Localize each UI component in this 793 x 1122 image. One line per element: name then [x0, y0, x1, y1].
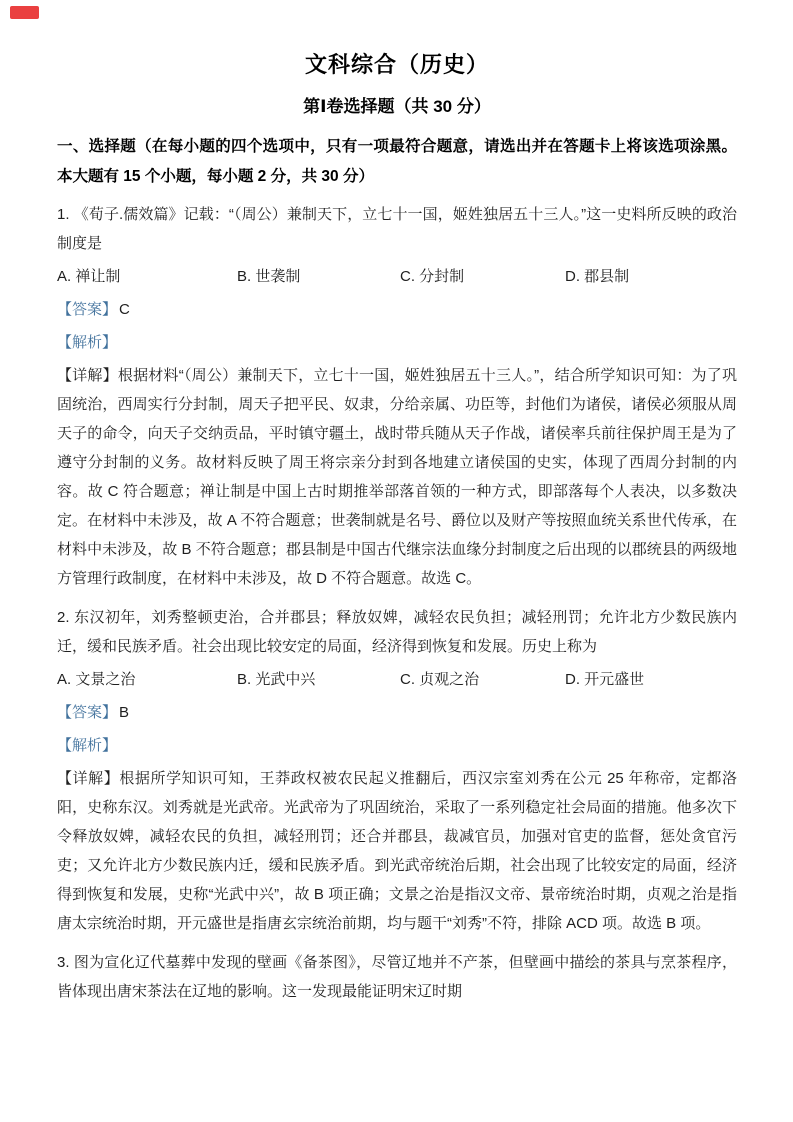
question-stem: 1. 《荀子.儒效篇》记载：“（周公）兼制天下，立七十一国，姬姓独居五十三人。”这一史料所反映的政治制度是 — [57, 206, 737, 252]
question-detail: 【详解】根据所学知识可知，王莽政权被农民起义推翻后，西汉宗室刘秀在公元 25 年称帝，定都洛阳，史称东汉。刘秀就是光武帝。光武帝为了巩固统治，采取了一系列稳定社会局面的措施。他多次下令释放奴婢，减轻农民的负担，减轻刑罚；还合并郡县，裁减官员，加强对官吏的监督，惩处贪官污吏；又允许北方少数民族内迁，缓和民族矛盾。到光武帝统治后期，社会出现了比较安定的局面，经济得到恢复和发展，史称“光武中兴”，故 B 项正确；文景之治是指汉文帝、景帝统治时期，贞观之治是指唐太宗统治时期，开元盛世是指唐玄宗统治前期，均与题干“刘秀”不符，排除 ACD 项。故选 B 项。 — [57, 770, 737, 932]
question-block-3 — [57, 948, 737, 1006]
option-b: B. 光武中兴 — [237, 671, 316, 688]
answer-value: B — [119, 704, 130, 721]
analysis-label: 【解析】 — [57, 737, 118, 754]
option-c: C. 贞观之治 — [400, 671, 480, 688]
section-subtitle: 第Ⅰ卷选择题（共 30 分） — [303, 97, 491, 116]
options-row — [57, 262, 737, 291]
option-d: D. 开元盛世 — [565, 671, 645, 688]
analysis-label: 【解析】 — [57, 334, 118, 351]
option-a: A. 禅让制 — [57, 268, 121, 285]
question-block-2 — [57, 603, 737, 938]
question-stem: 2. 东汉初年，刘秀整顿吏治，合并郡县；释放奴婢，减轻农民负担；减轻刑罚；允许北方少数民族内迁，缓和民族矛盾。社会出现比较安定的局面，经济得到恢复和发展。历史上称为 — [57, 609, 737, 655]
answer-line — [57, 295, 737, 324]
option-a: A. 文景之治 — [57, 671, 136, 688]
option-b: B. 世袭制 — [237, 268, 301, 285]
page-title: 文科综合（历史） — [304, 52, 489, 77]
question-stem: 3. 图为宣化辽代墓葬中发现的壁画《备茶图》，尽管辽地并不产茶，但壁画中描绘的茶具与烹茶程序，皆体现出唐宋茶法在辽地的影响。这一发现最能证明宋辽时期 — [57, 954, 737, 1000]
option-d: D. 郡县制 — [565, 268, 630, 285]
answer-line — [57, 698, 737, 727]
answer-value: C — [119, 301, 130, 318]
analysis-line — [57, 731, 737, 760]
red-stamp-mark — [10, 6, 39, 19]
section-instruction: 一、选择题（在每小题的四个选项中，只有一项最符合题意，请选出并在答题卡上将该选项涂黑。本大题有 15 个小题，每小题 2 分，共 30 分） — [57, 138, 737, 185]
answer-label: 【答案】 — [57, 301, 118, 318]
question-detail: 【详解】根据材料“（周公）兼制天下，立七十一国，姬姓独居五十三人。”，结合所学知识可知：为了巩固统治，西周实行分封制，周天子把平民、奴隶，分给亲属、功臣等，封他们为诸侯，诸侯必须服从周天子的命令，向天子交纳贡品，平时镇守疆土，战时带兵随从天子作战，诸侯率兵前往保护周王是为了遵守分封制的义务。故材料反映了周王将宗亲分封到各地建立诸侯国的史实，体现了西周分封制的内容。故 C 符合题意；禅让制是中国上古时期推举部落首领的一种方式，即部落每个人表决，以多数决定。在材料中未涉及，故 A 不符合题意；世袭制就是名号、爵位以及财产等按照血统关系世代传承，在材料中未涉及，故 B 不符合题意；郡县制是中国古代继宗法血缘分封制度之后出现的以郡统县的两级地方管理行政制度，在材料中未涉及，故 D 不符合题意。故选 C。 — [57, 367, 737, 587]
options-row — [57, 665, 737, 694]
analysis-line — [57, 328, 737, 357]
question-block-1 — [57, 200, 737, 593]
answer-label: 【答案】 — [57, 704, 118, 721]
option-c: C. 分封制 — [400, 268, 465, 285]
